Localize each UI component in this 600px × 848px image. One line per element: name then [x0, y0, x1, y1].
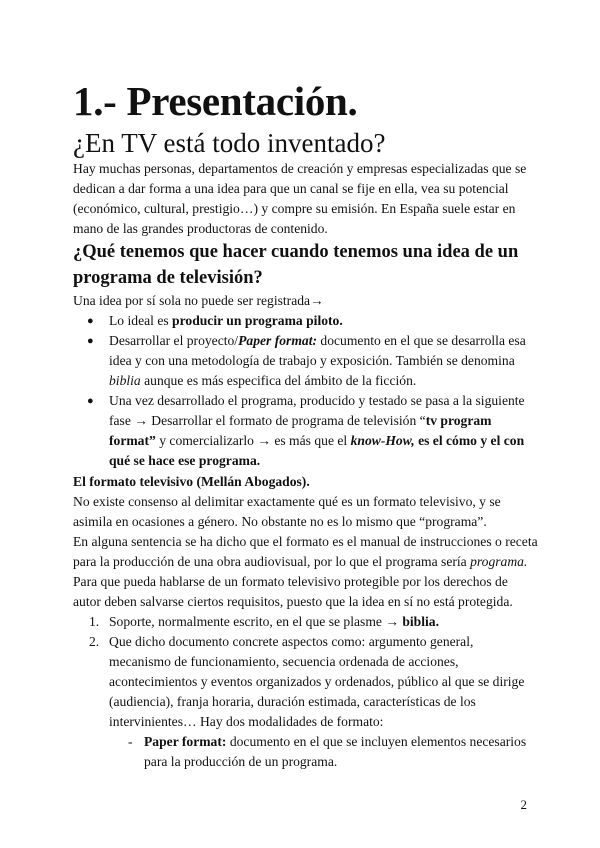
page-title: 1.- Presentación. — [73, 78, 358, 124]
list-item: ● Desarrollar el proyecto/Paper format: documento en el que se desarrolla esa idea y con una metodología de trabajo y exposición. También se denomina biblia aunque es más especifica del ámbito de la ficción. — [73, 331, 538, 391]
paragraph-sentencia: En alguna sentencia se ha dicho que el formato es el manual de instrucciones o receta para la producción de una obra audiovisual, por lo que el programa sería programa. — [73, 534, 538, 569]
list-item: - Paper format: documento en el que se incluyen elementos necesarios para la producción de un programa. — [73, 732, 538, 772]
bullet-list — [73, 311, 538, 471]
subheading-formato: El formato televisivo (Mellán Abogados). — [73, 474, 310, 489]
list-item: ● Lo ideal es producir un programa piloto. — [73, 311, 538, 331]
page-number: 2 — [520, 797, 527, 812]
dash-list — [73, 732, 538, 772]
list-item: ● Una vez desarrollado el programa, producido y testado se pasa a la siguiente fase → Desarrollar el formato de programa de televisión “tv program format” y comercializarlo → es más que el know-How, es el cómo y el con qué se hace ese programa. — [73, 391, 538, 471]
paragraph-consenso: No existe consenso al delimitar exactamente qué es un formato televisivo, y se asimila en ocasiones a género. No obstante no es lo mismo que “programa”. — [73, 494, 501, 529]
section-heading-idea: ¿Qué tenemos que hacer cuando tenemos una idea de un programa de televisión? — [73, 242, 519, 288]
paragraph-requisitos: Para que pueda hablarse de un formato televisivo protegible por los derechos de autor deben salvarse ciertos requisitos, puesto que la idea en sí no está protegida. — [73, 574, 513, 609]
paragraph-idea-intro: Una idea por sí sola no puede ser registrada→ — [73, 293, 324, 308]
section-heading-tv: ¿En TV está todo inventado? — [73, 128, 386, 158]
page-content — [73, 76, 538, 772]
list-item: 2. Que dicho documento concrete aspectos como: argumento general, mecanismo de funcionamiento, secuencia ordenada de acciones, acontecimientos y eventos organizados y ordenados, público al que se dirige (audiencia), franja horaria, duración estimada, características de los intervinientes… Hay dos modalidades de formato: — [89, 634, 525, 729]
list-item: 1. Soporte, normalmente escrito, en el que se plasme → biblia. — [89, 614, 439, 629]
paragraph-tv: Hay muchas personas, departamentos de creación y empresas especializadas que se dedican a dar forma a una idea para que un canal se fije en ella, vea su potencial (económico, cultural, prestigio…) y compre su emisión. En España suele estar en mano de las grandes productoras de contenido. — [73, 161, 527, 236]
numbered-list — [73, 612, 538, 732]
